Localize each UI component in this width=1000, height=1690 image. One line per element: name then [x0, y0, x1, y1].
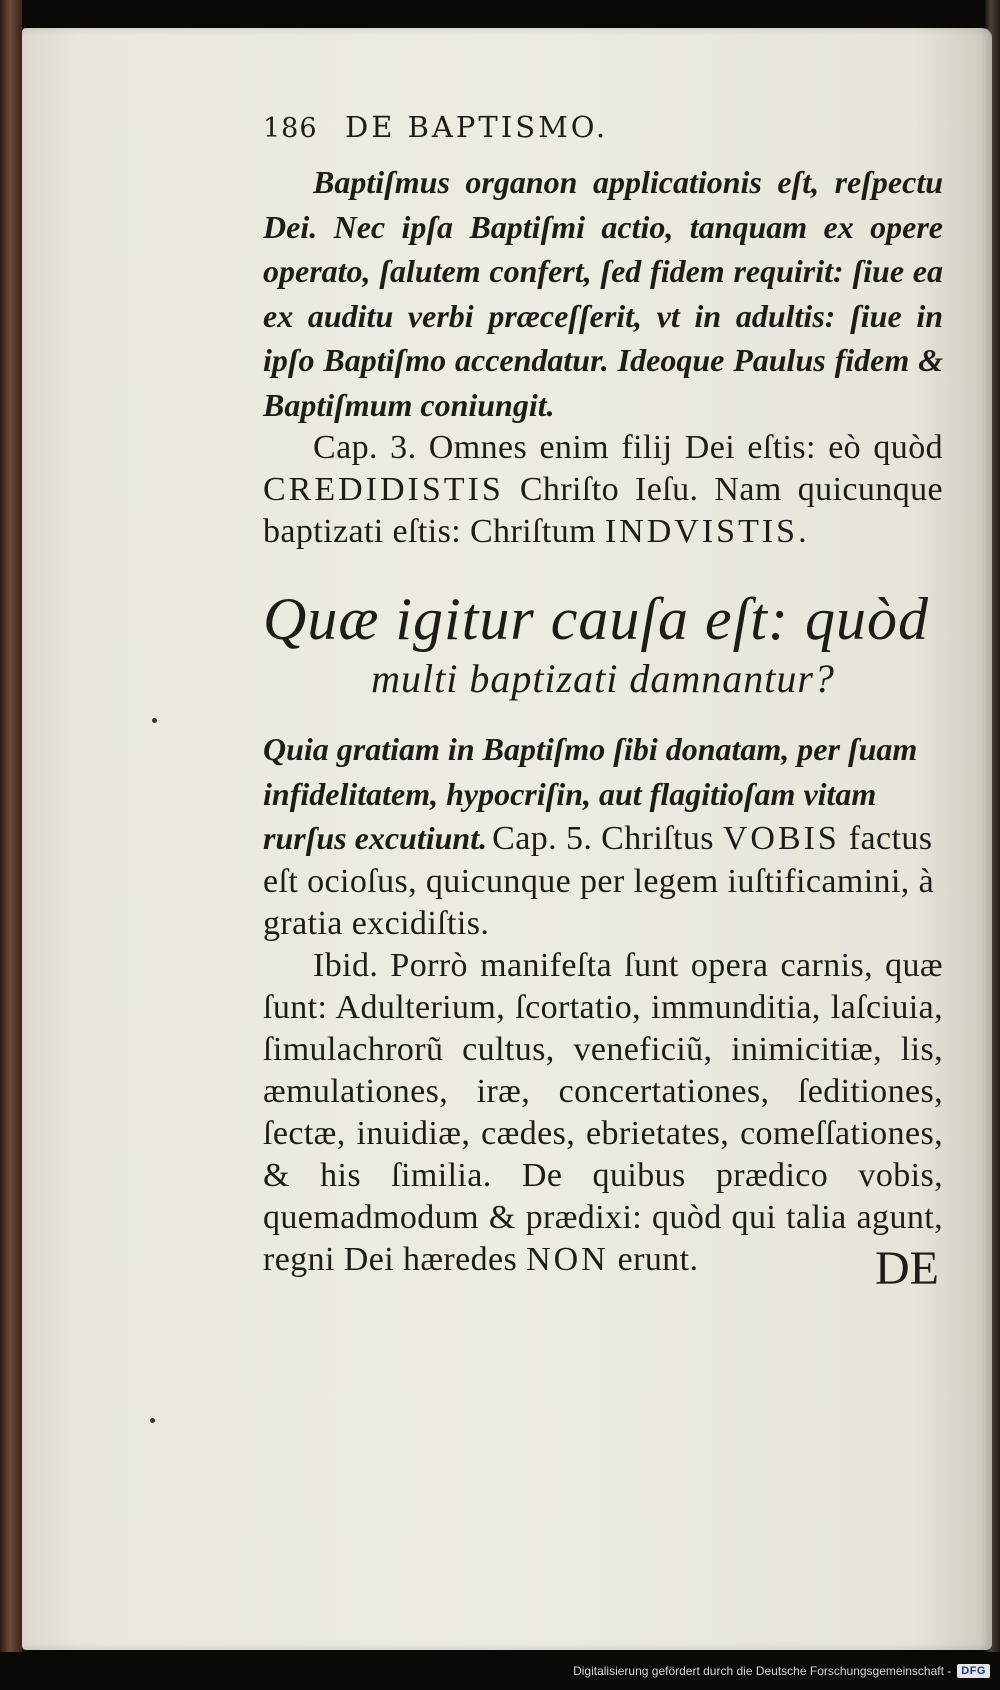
page-text: [263, 110, 943, 1296]
paper-speck: [152, 718, 157, 723]
text-span: Ibid. Porrò manifeſta ſunt opera carnis, quæ ſunt: Adulterium, ſcortatio, immunditia, laſciuia, ſimulachrorũ cultus, veneficiũ, inimicitiæ, lis, æmulationes, iræ, concertationes, ſeditiones, ſectæ, inuidiæ, cædes, ebrietates, comeſſationes, & his ſimilia. De quibus prædico vobis, quemadmodum & prædixi: quòd qui talia agunt, regni Dei hæredes: [263, 946, 943, 1278]
paragraph-italic-1: Baptiſmus organon applicationis eſt, reſpectu Dei. Nec ipſa Baptiſmi actio, tanquam ex opere operato, ſalutem confert, ſed fidem requirit: ſiue ea ex auditu verbi præceſſerit, vt in adultis: ſiue in ipſo Baptiſmo accendatur. Ideoque Paulus fidem & Baptiſmum coniungit.: [263, 164, 943, 423]
book-spine-left: [0, 0, 22, 1652]
question-line-1: Quæ igitur cauſa eſt: quòd: [263, 586, 929, 652]
answer-italic: Quia gratiam in Baptiſmo ſibi donatam, per ſuam infidelitatem, hypocriſin, aut flagitioſam vitam rurſus excutiunt.: [263, 731, 918, 856]
running-head-title: DE BAPTISMO.: [345, 110, 609, 144]
text-span-caps: CREDIDISTIS: [263, 471, 504, 508]
dfg-logo-icon: DFG: [957, 1664, 990, 1678]
text-span-caps: VOBIS: [722, 820, 840, 857]
text-span: Chriſto Ieſu. Nam quicunque baptizati eſtis: Chriſtum: [263, 471, 943, 550]
catchword: DE: [875, 1241, 939, 1295]
paper-speck: [150, 1418, 155, 1423]
text-span: factus eſt ocioſus, quicunque per legem iuſtificamini, à gratia excidiſtis.: [263, 820, 935, 942]
paragraph-ibid: [263, 945, 943, 1281]
footer-credit: Digitalisierung gefördert durch die Deutsche Forschungsgemeinschaft -: [573, 1664, 952, 1678]
running-head: [263, 110, 943, 154]
text-span-caps: NON: [526, 1240, 609, 1278]
paragraph-citation-cap3: [263, 427, 943, 553]
text-span: Cap. 3. Omnes enim filij Dei eſtis: eò quòd: [313, 429, 943, 466]
final-paragraph-row: [263, 945, 943, 1281]
question-heading: [263, 586, 943, 709]
question-line-2: multi baptizati damnantur?: [371, 656, 835, 701]
digitization-footer: [573, 1656, 990, 1686]
text-span-caps: INDVISTIS.: [604, 513, 810, 550]
text-span: Cap. 5. Chriſtus: [492, 820, 714, 857]
page-number: 186: [263, 113, 318, 144]
text-span: erunt.: [617, 1240, 699, 1278]
